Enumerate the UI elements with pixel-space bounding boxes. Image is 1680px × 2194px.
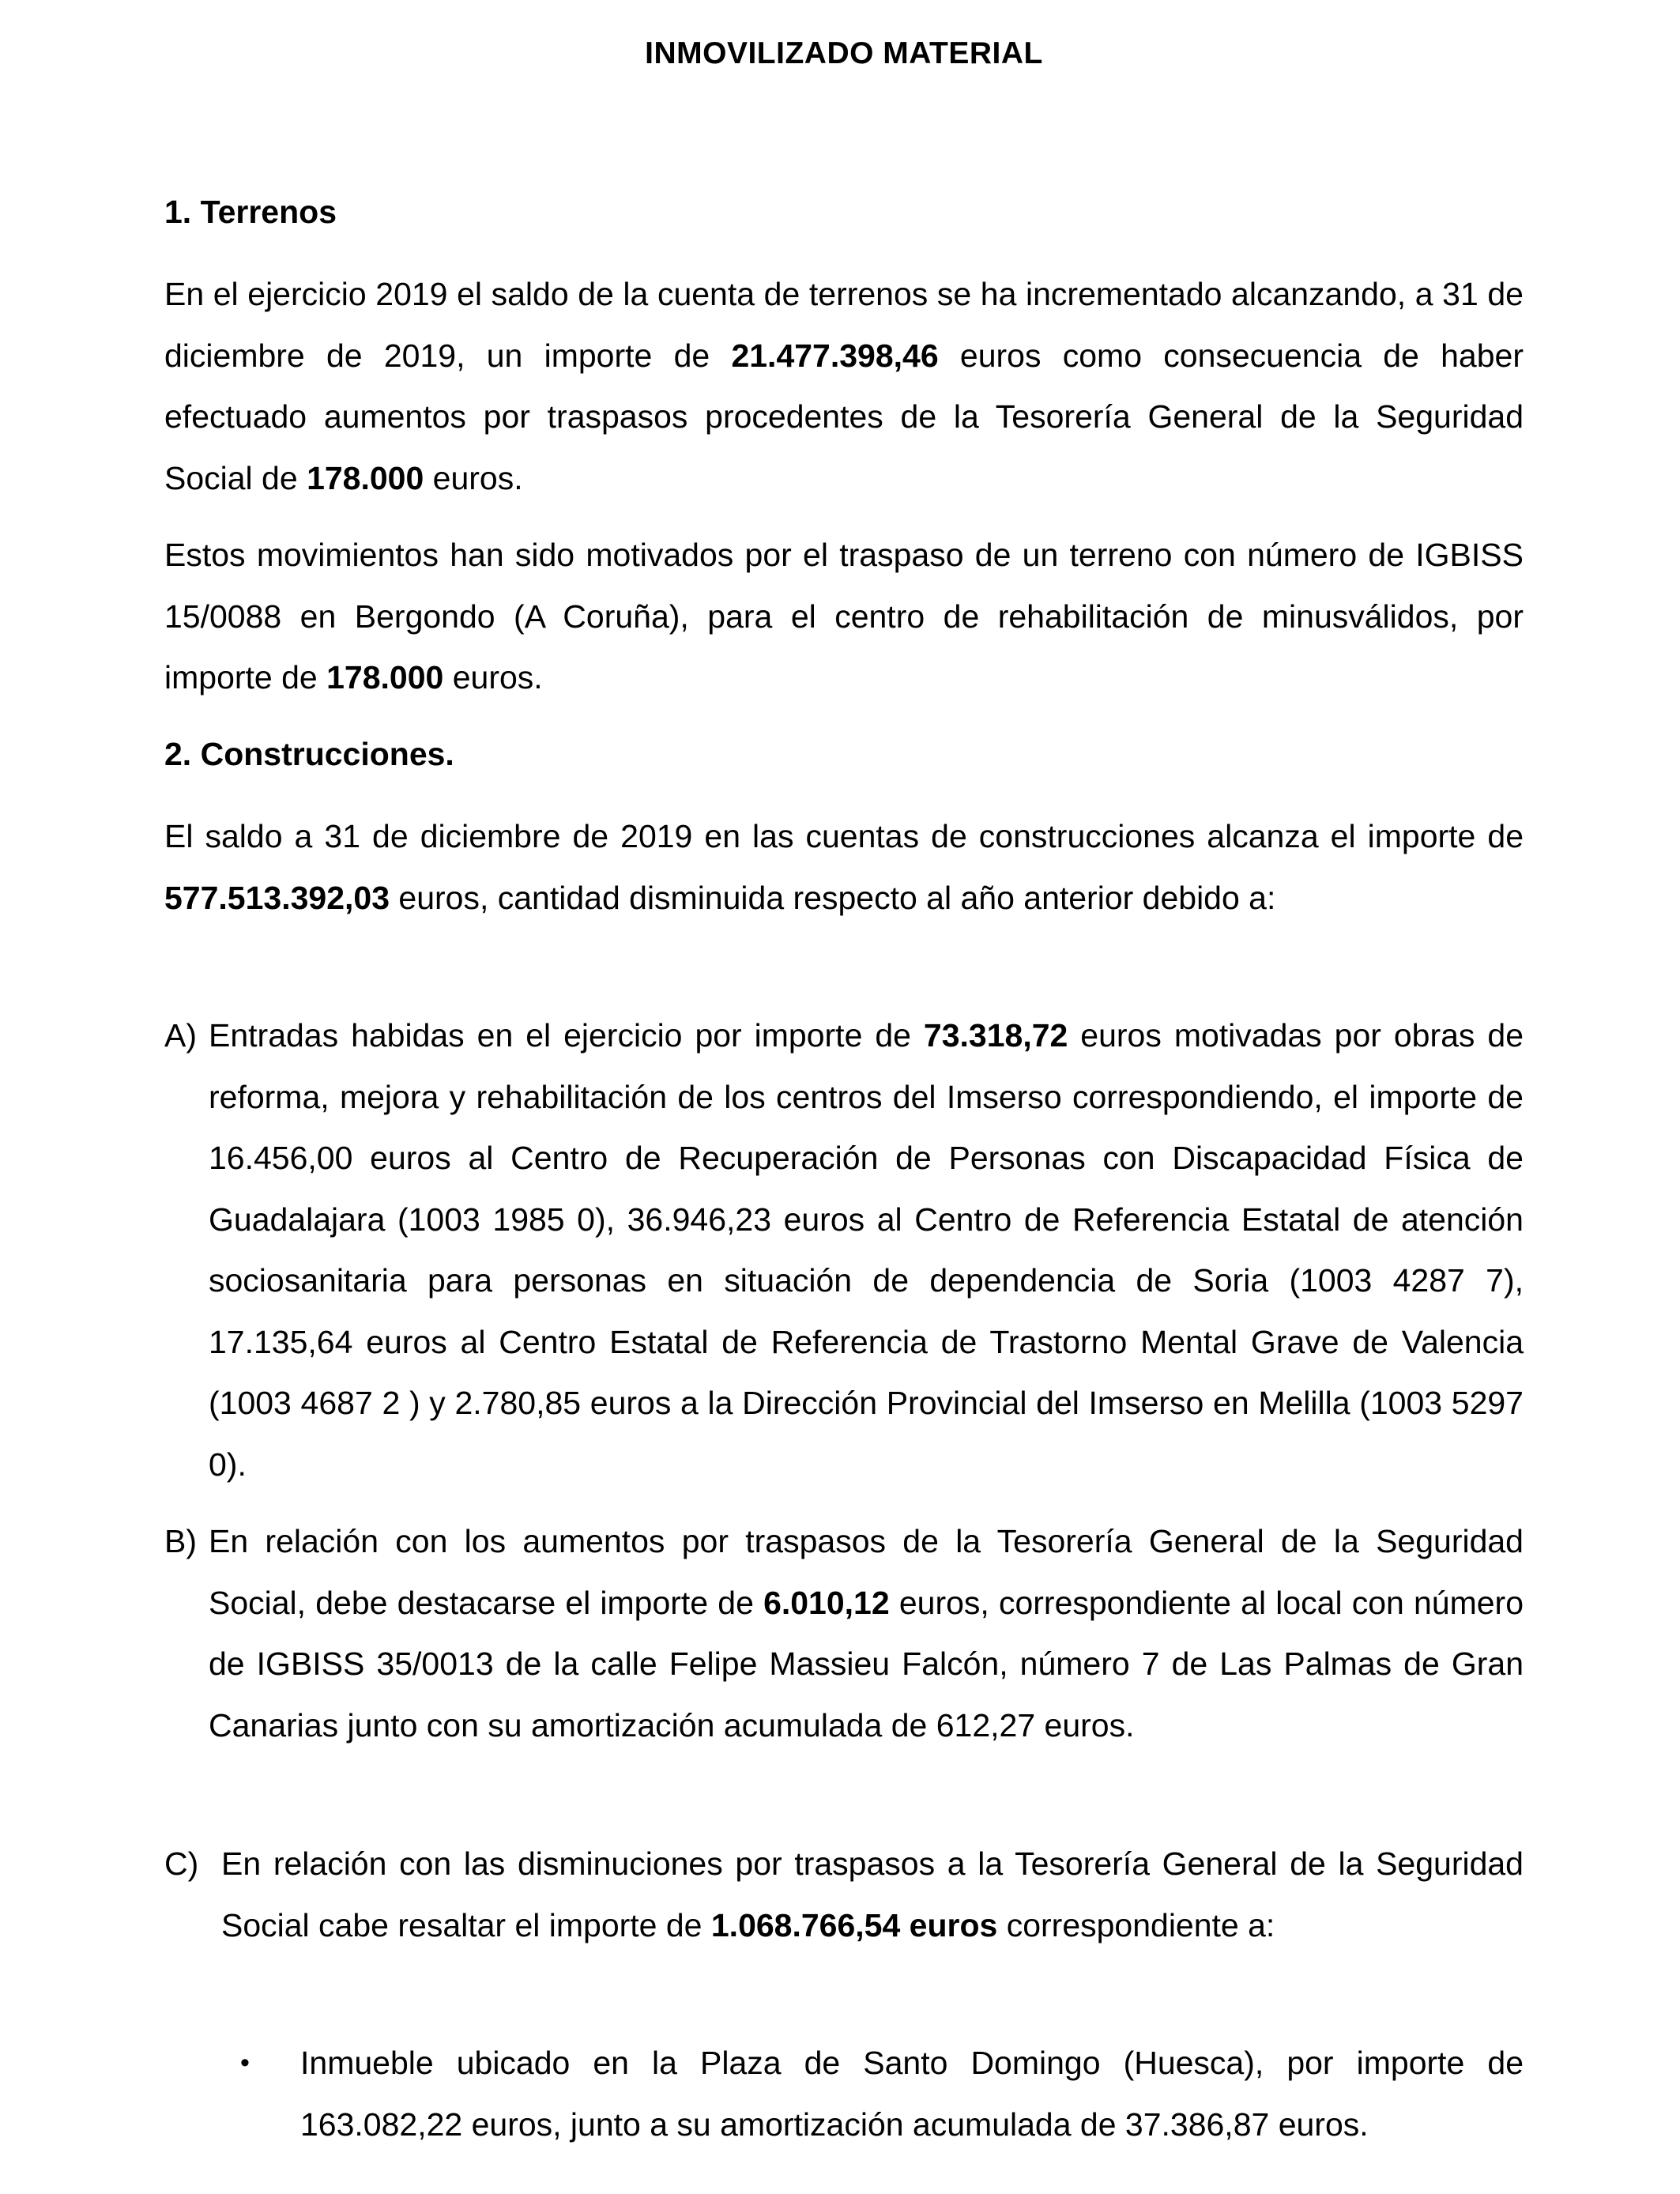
list-item-a-text — [209, 1005, 1524, 1495]
amount-disminuciones: 1.068.766,54 euros — [710, 1906, 998, 1943]
paragraph-construcciones-saldo — [164, 806, 1524, 929]
list-item-b — [164, 1511, 1524, 1756]
list-item-b-text — [209, 1511, 1524, 1756]
text: En relación con los aumentos por traspasos de la Tesorería General de la Seguridad Social, debe destacarse el importe de — [209, 1523, 1524, 1621]
text: euros. — [424, 459, 523, 496]
amount-aumentos-traspaso: 6.010,12 — [763, 1584, 890, 1621]
amount-entradas: 73.318,72 — [923, 1017, 1068, 1054]
bullet-icon: • — [240, 2048, 250, 2078]
amount-terrenos-traspaso: 178.000 — [307, 459, 424, 496]
amount-terreno-bergondo: 178.000 — [326, 659, 444, 696]
bullet-item-huesca-text: Inmueble ubicado en la Plaza de Santo Domingo (Huesca), por importe de 163.082,22 euros, junto a su amortización acumulada de 37.386,87 euros. — [300, 2045, 1524, 2143]
amount-terrenos-total: 21.477.398,46 — [731, 337, 939, 374]
document-title: INMOVILIZADO MATERIAL — [645, 36, 1043, 70]
list-item-c — [164, 1834, 1524, 1956]
bullet-item-huesca — [164, 2033, 1524, 2155]
paragraph-terrenos-saldo — [164, 264, 1524, 509]
list-item-a — [164, 1005, 1524, 1495]
amount-construcciones-total: 577.513.392,03 — [164, 879, 390, 916]
list-marker-a: A) — [164, 1017, 197, 1054]
section-heading-construcciones: 2. Construcciones. — [164, 736, 454, 772]
text: El saldo a 31 de diciembre de 2019 en las cuentas de construcciones alcanza el importe de — [164, 818, 1524, 854]
text: correspondiente a: — [997, 1906, 1275, 1943]
text: Entradas habidas en el ejercicio por importe de — [209, 1017, 924, 1054]
text: En el ejercicio 2019 el saldo de la cuenta de terrenos se ha incrementado alcanzando, a 31 de diciembre de 2019, un importe de — [164, 276, 1524, 374]
list-item-c-text — [221, 1834, 1524, 1956]
list-marker-c: C) — [164, 1845, 199, 1882]
text: euros, correspondiente al local con número de IGBISS 35/0013 de la calle Felipe Massieu Falcón, número 7 de Las Palmas de Gran Canarias junto con su amortización acumulada de 612,27 euros. — [209, 1584, 1524, 1744]
text: En relación con las disminuciones por traspasos a la Tesorería General de la Seguridad Social cabe resaltar el importe de — [221, 1845, 1524, 1943]
paragraph-terrenos-movimientos — [164, 525, 1524, 709]
list-marker-b: B) — [164, 1523, 197, 1559]
text: euros como consecuencia de haber efectuado aumentos por traspasos procedentes de la Tesorería General de la Seguridad Social de — [164, 337, 1524, 496]
text: Estos movimientos han sido motivados por el traspaso de un terreno con número de IGBISS 15/0088 en Bergondo (A Coruña), para el centro de rehabilitación de minusválidos, por importe de — [164, 537, 1524, 696]
text: euros motivadas por obras de reforma, mejora y rehabilitación de los centros del Imserso correspondiendo, el importe de 16.456,00 euros al Centro de Recuperación de Personas con Discapacidad Física de Guadalajara (1003 1985 0), 36.946,23 euros al Centro de Referencia Estatal de atención sociosanitaria para personas en situación de dependencia de Soria (1003 4287 7), 17.135,64 euros al Centro Estatal de Referencia de Trastorno Mental Grave de Valencia (1003 4687 2 ) y 2.780,85 euros a la Dirección Provincial del Imserso en Melilla (1003 5297 0). — [209, 1017, 1524, 1483]
text: euros. — [443, 659, 543, 696]
text: euros, cantidad disminuida respecto al año anterior debido a: — [390, 879, 1276, 916]
section-heading-terrenos: 1. Terrenos — [164, 194, 337, 230]
